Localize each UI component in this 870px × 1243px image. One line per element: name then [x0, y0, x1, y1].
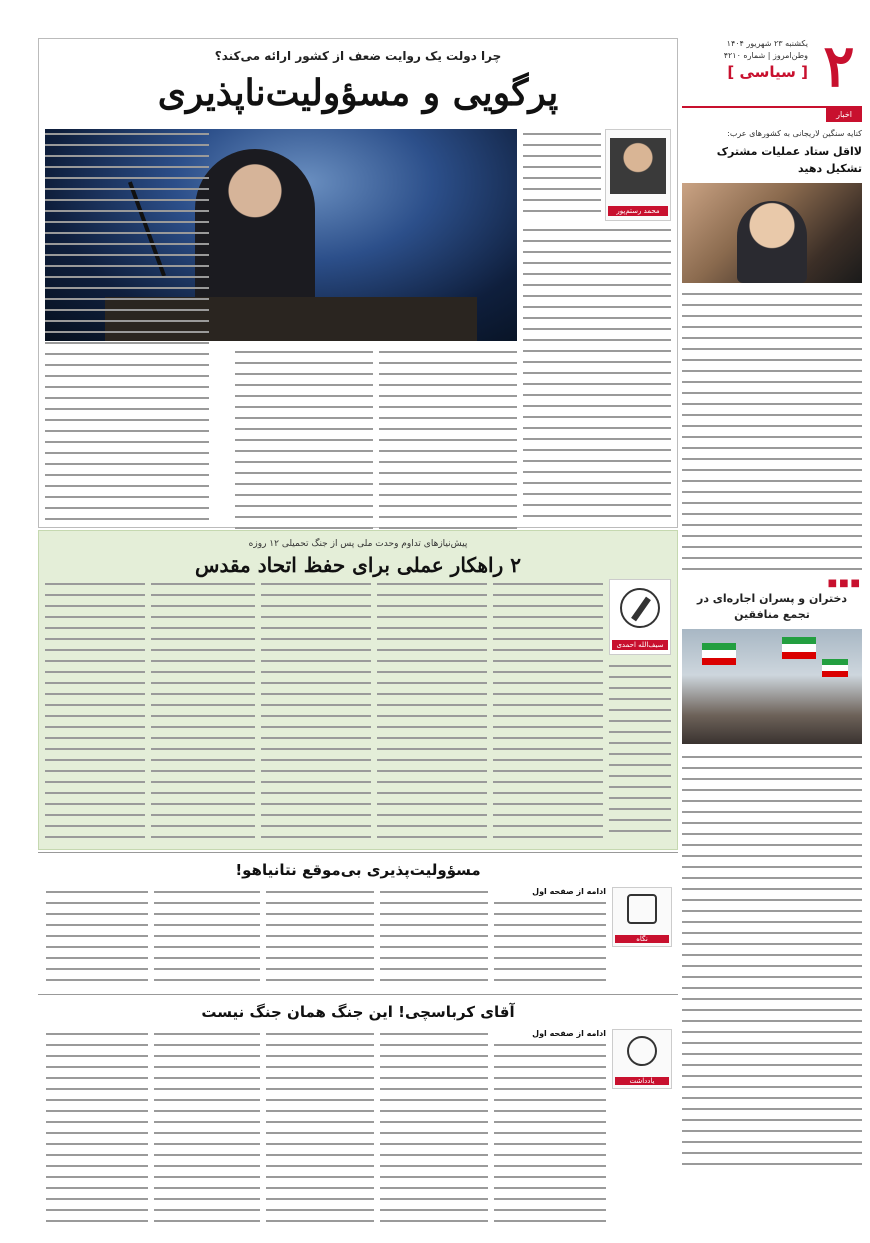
continued-label: ادامه از صفحه اول	[532, 1029, 606, 1038]
unity-headline: ۲ راهکار عملی برای حفظ اتحاد مقدس	[195, 553, 521, 577]
commentary-text-column	[266, 887, 374, 987]
author-box	[609, 579, 671, 655]
main-text-column	[379, 347, 517, 532]
main-text-column	[45, 129, 209, 523]
commentary-tag	[612, 1029, 672, 1089]
commentary-text-column	[380, 887, 488, 987]
main-story	[38, 38, 678, 528]
unity-text-column	[261, 579, 371, 841]
protest-photo	[682, 629, 862, 744]
unity-text-column	[493, 579, 603, 841]
eye-icon	[627, 894, 657, 924]
main-text-column	[523, 225, 671, 525]
commentary-text-column	[380, 1029, 488, 1229]
commentary-netanyahu	[38, 852, 678, 992]
unity-text-column	[609, 661, 671, 841]
commentary-tag-label: یادداشت	[615, 1077, 669, 1085]
author-name: محمد رستم‌پور	[608, 206, 668, 216]
sidebar-headline: لااقل ستاد عملیات مشترک تشکیل دهید	[716, 145, 862, 175]
main-headline: پرگویی و مسؤولیت‌ناپذیری	[157, 72, 559, 114]
pen-icon	[620, 588, 660, 628]
commentary-text-column	[154, 887, 260, 987]
unity-text-column	[45, 579, 145, 841]
flag-icon	[702, 643, 736, 665]
bracket-close: ]	[727, 63, 735, 81]
commentary-text-column	[494, 887, 606, 987]
sidebar-headline-2: دختران و پسران اجاره‌ای در تجمع منافقین	[696, 592, 848, 621]
commentary-tag-label: نگاه	[615, 935, 669, 943]
commentary-text	[494, 1040, 606, 1226]
commentary-text-column	[494, 1029, 606, 1229]
flag-icon	[822, 659, 848, 677]
news-tag: اخبار	[826, 108, 862, 122]
main-text-column	[235, 347, 373, 532]
sidebar-photo	[682, 183, 862, 283]
commentary-headline: مسؤولیت‌پذیری بی‌موقع نتانیاهو!	[235, 861, 481, 879]
unity-article	[38, 530, 678, 850]
sidebar-column	[682, 32, 862, 1238]
commentary-text-column	[266, 1029, 374, 1229]
issue-line: وطن‌امروز | شماره ۴۲۱۰	[723, 51, 808, 60]
section-name	[682, 63, 808, 81]
commentary-text	[494, 898, 606, 984]
sidebar-kicker: کنایه سنگین لاریجانی به کشورهای عرب:	[727, 129, 862, 138]
sidebar-article-text	[682, 289, 862, 574]
bracket-open: [	[801, 63, 808, 81]
unity-text-column	[151, 579, 255, 841]
continued-label: ادامه از صفحه اول	[532, 887, 606, 896]
section-label: سیاسی	[739, 63, 796, 81]
pen-icon	[627, 1036, 657, 1066]
date-block	[682, 38, 816, 81]
commentary-tag	[612, 887, 672, 947]
masthead	[682, 32, 862, 100]
date-line: یکشنبه ۲۳ شهریور ۱۴۰۴	[726, 39, 808, 48]
page-number: ۲	[823, 32, 855, 100]
main-supertitle: چرا دولت یک روایت ضعف از کشور ارائه می‌کند؟	[214, 49, 502, 63]
unity-kicker: پیش‌نیازهای تداوم وحدت ملی پس از جنگ تحمیلی ۱۲ روزه	[248, 539, 468, 549]
main-story-body	[45, 129, 671, 521]
commentary-karbaschi	[38, 994, 678, 1234]
separator-dots: ■■■	[827, 578, 862, 589]
commentary-headline: آقای کرباسچی! این جنگ همان جنگ نیست	[201, 1003, 515, 1021]
author-box	[605, 129, 671, 221]
news-tag-bar	[682, 106, 862, 120]
commentary-text-column	[154, 1029, 260, 1229]
commentary-text-column	[46, 1029, 148, 1229]
sidebar-article-text-2	[682, 752, 862, 1172]
main-text-column	[523, 129, 601, 221]
flag-icon	[782, 637, 816, 659]
author-photo	[610, 138, 666, 194]
commentary-text-column	[46, 887, 148, 987]
author-name: سیف‌الله احمدی	[612, 640, 668, 650]
unity-text-column	[377, 579, 487, 841]
